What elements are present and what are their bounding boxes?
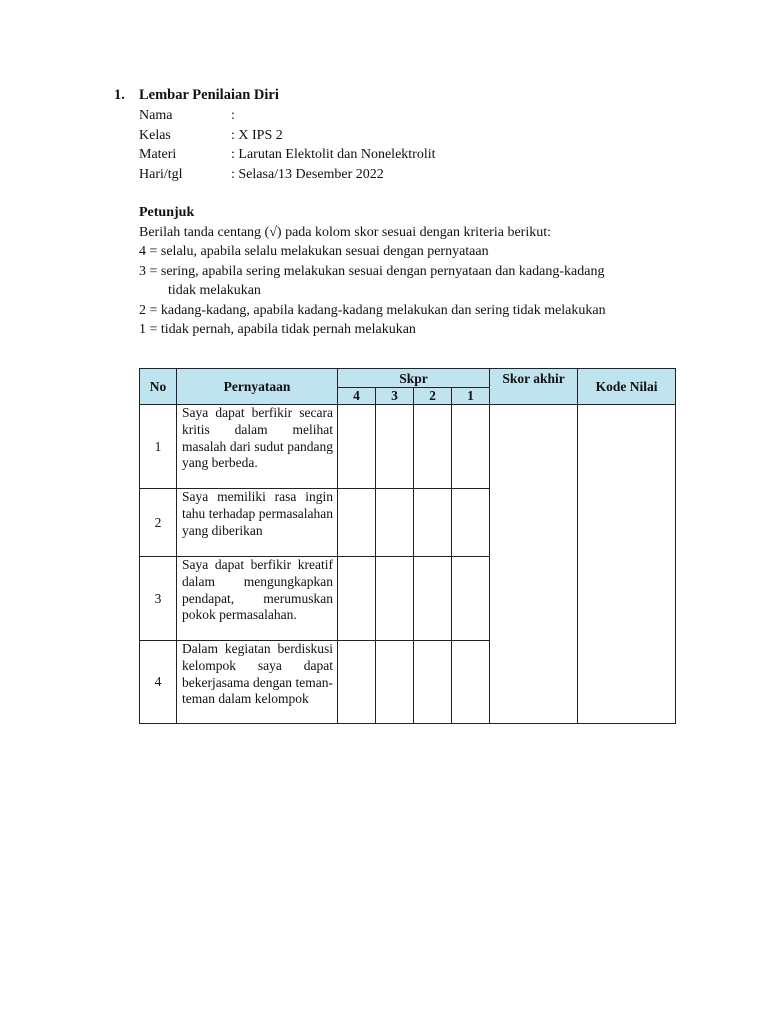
score-cell-1[interactable] [452,405,490,489]
info-value: : Larutan Elektolit dan Nonelektrolit [231,147,436,162]
score-cell-3[interactable] [376,557,414,641]
row-number: 1 [140,405,177,489]
instructions-title: Petunjuk [139,205,195,220]
header-skor-akhir: Skor akhir [490,369,578,405]
header-skor: Skpr [338,369,490,388]
score-cell-1[interactable] [452,489,490,557]
score-cell-4[interactable] [338,489,376,557]
info-row-nama [139,106,436,126]
header-score-4: 4 [338,388,376,405]
instructions-intro: Berilah tanda centang (√) pada kolom skor sesuai dengan kriteria berikut: [139,224,551,240]
score-cell-3[interactable] [376,489,414,557]
statement-cell: Saya dapat berfikir secara kritis dalam melihat masalah dari sudut pandang yang berbeda. [177,405,338,489]
score-cell-4[interactable] [338,641,376,724]
self-assessment-table [139,368,676,724]
skor-akhir-cell[interactable] [490,405,578,724]
info-row-materi [139,145,436,165]
criteria-4: 4 = selalu, apabila selalu melakukan sesuai dengan pernyataan [139,244,489,259]
score-cell-2[interactable] [414,489,452,557]
score-cell-2[interactable] [414,557,452,641]
info-label: Nama [139,108,173,123]
section-heading [114,87,279,104]
info-value: : Selasa/13 Desember 2022 [231,166,384,182]
criteria-2: 2 = kadang-kadang, apabila kadang-kadang melakukan dan sering tidak melakukan [139,302,606,318]
kode-nilai-cell[interactable] [578,405,676,724]
score-cell-4[interactable] [338,557,376,641]
info-label: Materi [139,147,177,162]
row-number: 4 [140,641,177,724]
student-info [139,106,436,184]
score-cell-4[interactable] [338,405,376,489]
score-cell-2[interactable] [414,641,452,724]
score-cell-1[interactable] [452,641,490,724]
header-no: No [140,369,177,405]
section-number: 1. [114,87,125,103]
instructions [139,203,679,340]
criteria-3-continued: tidak melakukan [168,283,261,298]
info-value: : X IPS 2 [231,127,283,143]
score-cell-3[interactable] [376,405,414,489]
row-number: 3 [140,557,177,641]
header-pernyataan: Pernyataan [177,369,338,405]
row-number: 2 [140,489,177,557]
info-row-kelas [139,126,436,146]
header-score-2: 2 [414,388,452,405]
info-value: : [231,108,235,123]
info-label: Hari/tgl [139,166,183,182]
table-row [140,405,676,489]
statement-cell: Saya memiliki rasa ingin tahu terhadap permasalahan yang diberikan [177,489,338,557]
criteria-3: 3 = sering, apabila sering melakukan sesuai dengan pernyataan dan kadang-kadang [139,263,605,279]
section-title: Lembar Penilaian Diri [139,87,279,103]
statement-cell: Dalam kegiatan berdiskusi kelompok saya dapat bekerjasama dengan teman-teman dalam kelompok [177,641,338,724]
score-cell-1[interactable] [452,557,490,641]
info-label: Kelas [139,127,171,143]
header-kode-nilai: Kode Nilai [578,369,676,405]
score-cell-3[interactable] [376,641,414,724]
header-score-3: 3 [376,388,414,405]
info-row-haritgl [139,165,436,185]
header-score-1: 1 [452,388,490,405]
statement-cell: Saya dapat berfikir kreatif dalam mengungkapkan pendapat, merumuskan pokok permasalahan. [177,557,338,641]
score-cell-2[interactable] [414,405,452,489]
criteria-1: 1 = tidak pernah, apabila tidak pernah melakukan [139,322,416,337]
